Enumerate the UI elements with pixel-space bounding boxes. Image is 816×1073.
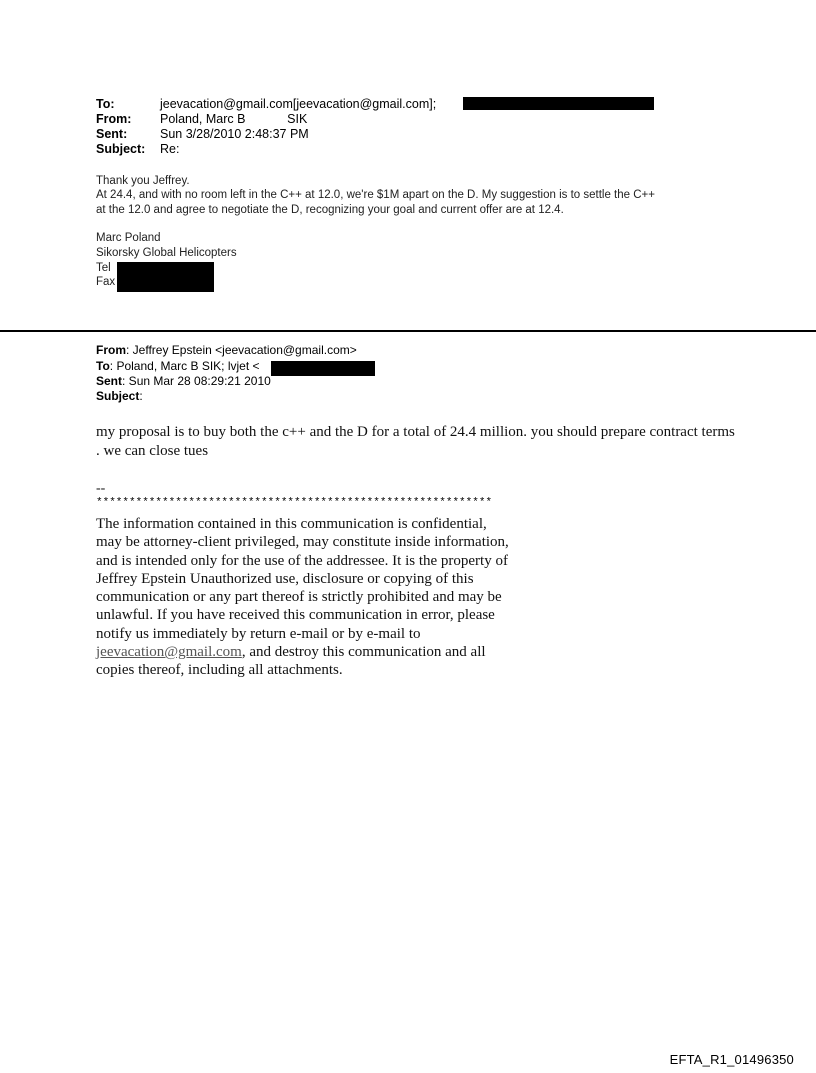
reply-greeting: Thank you Jeffrey. — [96, 175, 190, 187]
redaction-lvjet — [271, 361, 375, 376]
disclaimer-text: The information contained in this communication is confidential, may be attorney-client privileged, may constitute inside information, and is intended only for the use of the addressee. It is the property of Jeffrey Epstein Unauthorized use, disclosure or copying of this communication or any part thereof is strictly prohibited and may be unlawful. If you have received this communication in error, please notify us immediately by return e-mail or by e-mail to — [96, 516, 509, 642]
redaction-tel-fax — [117, 262, 214, 292]
orig-subject-label: Subject — [96, 389, 140, 403]
orig-to-line — [96, 359, 260, 373]
orig-from-value: : Jeffrey Epstein <jeevacation@gmail.com> — [126, 343, 357, 357]
orig-sent-value: : Sun Mar 28 08:29:21 2010 — [122, 374, 271, 388]
sig-stars: ************************************************************ — [96, 497, 493, 509]
signature-name: Marc Poland — [96, 232, 161, 244]
signature-tel-label: Tel — [96, 262, 111, 274]
signature-company: Sikorsky Global Helicopters — [96, 247, 237, 259]
orig-subject-line — [96, 389, 143, 403]
orig-from-label: From — [96, 343, 126, 357]
sent-label: Sent: — [96, 127, 128, 141]
from-label: From: — [96, 112, 132, 126]
orig-sent-label: Sent — [96, 374, 123, 388]
redaction-to — [463, 97, 654, 110]
subject-label: Subject: — [96, 142, 146, 156]
orig-to-label: To — [96, 359, 110, 373]
to-label: To: — [96, 97, 115, 111]
orig-subject-colon: : — [139, 389, 143, 403]
reply-body-line: At 24.4, and with no room left in the C++ at 12.0, we're $1M apart on the D. My suggestion is to settle the C++ — [96, 189, 655, 201]
orig-to-value: : Poland, Marc B SIK; lvjet < — [109, 359, 260, 373]
signature-fax-label: Fax — [96, 276, 116, 288]
orig-from-line — [96, 343, 357, 357]
document-id: EFTA_R1_01496350 — [669, 1052, 794, 1067]
disclaimer-email-link[interactable]: jeevacation@gmail.com — [96, 644, 242, 661]
subject-value: Re: — [160, 142, 180, 156]
message-divider — [0, 330, 816, 332]
from-value: Poland, Marc B SIK — [160, 112, 308, 126]
disclaimer-text-end: , and destroy this communication and all copies thereof, including all attachments. — [96, 644, 486, 679]
sig-dash: -- — [96, 481, 106, 496]
orig-sent-line — [96, 374, 271, 388]
reply-body-line: at the 12.0 and agree to negotiate the D, recognizing your goal and current offer are at 12.4. — [96, 204, 564, 216]
disclaimer — [96, 515, 516, 680]
sent-value: Sun 3/28/2010 2:48:37 PM — [160, 127, 309, 141]
to-value: jeevacation@gmail.com[jeevacation@gmail.com]; — [160, 97, 437, 111]
orig-message: my proposal is to buy both the c++ and the D for a total of 24.4 million. you should prepare contract terms . we can close tues — [96, 424, 735, 459]
